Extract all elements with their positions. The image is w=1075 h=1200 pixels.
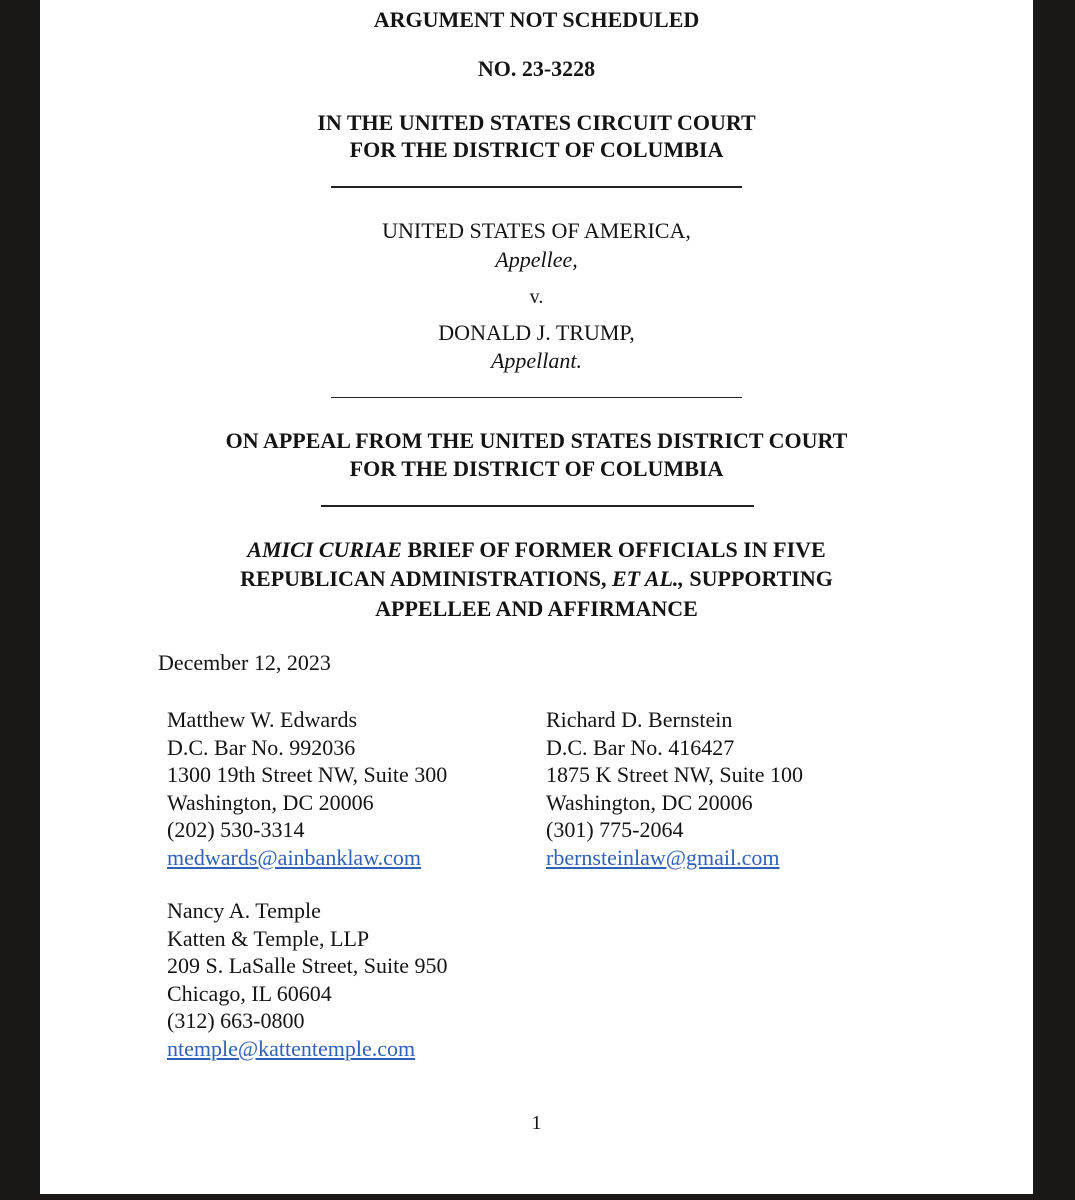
counsel-block-bernstein <box>546 706 803 871</box>
court-name-line2: FOR THE DISTRICT OF COLUMBIA <box>349 137 724 162</box>
brief-title-line3: APPELLEE AND AFFIRMANCE <box>375 596 698 621</box>
argument-status: ARGUMENT NOT SCHEDULED <box>373 7 700 32</box>
amici-curiae: AMICI CURIAE <box>247 537 402 562</box>
divider-rule <box>321 505 754 507</box>
court-name-line1: IN THE UNITED STATES CIRCUIT COURT <box>317 110 756 135</box>
appellant-name: DONALD J. TRUMP, <box>438 320 635 345</box>
filing-date: December 12, 2023 <box>158 650 331 675</box>
appellant-role: Appellant. <box>490 348 583 373</box>
divider-rule <box>331 186 742 188</box>
appellee-name: UNITED STATES OF AMERICA, <box>382 218 691 243</box>
appeal-line2: FOR THE DISTRICT OF COLUMBIA <box>349 456 724 481</box>
counsel-block-edwards <box>167 706 447 871</box>
counsel-phone: (202) 530-3314 <box>167 817 305 842</box>
appellee-role: Appellee, <box>495 247 578 272</box>
counsel-name: Richard D. Bernstein <box>546 707 733 732</box>
counsel-email-link[interactable]: rbernsteinlaw@gmail.com <box>546 844 780 870</box>
counsel-firm: Katten & Temple, LLP <box>167 925 370 951</box>
counsel-block-temple <box>167 897 447 1062</box>
case-number: NO. 23-3228 <box>477 56 596 81</box>
counsel-phone: (301) 775-2064 <box>546 817 684 842</box>
counsel-phone: (312) 663-0800 <box>167 1008 305 1033</box>
counsel-name: Nancy A. Temple <box>167 898 321 923</box>
counsel-street: 1300 19th Street NW, Suite 300 <box>167 762 448 787</box>
brief-title-line1: AMICI CURIAE BRIEF OF FORMER OFFICIALS IN FIVE <box>247 537 826 562</box>
counsel-street: 209 S. LaSalle Street, Suite 950 <box>167 953 448 978</box>
counsel-bar-number: D.C. Bar No. 992036 <box>167 734 356 760</box>
brief-title-line2: REPUBLICAN ADMINISTRATIONS, ET AL., SUPPORTING <box>240 566 833 591</box>
versus: v. <box>529 286 544 308</box>
counsel-city: Washington, DC 20006 <box>546 789 753 815</box>
appeal-line1: ON APPEAL FROM THE UNITED STATES DISTRICT COURT <box>225 428 848 453</box>
document-page <box>40 0 1033 1194</box>
counsel-bar-number: D.C. Bar No. 416427 <box>546 734 735 760</box>
counsel-city: Chicago, IL 60604 <box>167 980 332 1006</box>
page-number: 1 <box>531 1112 542 1134</box>
et-al: ET AL., <box>611 566 684 591</box>
counsel-email-link[interactable]: ntemple@kattentemple.com <box>167 1035 416 1061</box>
counsel-email-link[interactable]: medwards@ainbanklaw.com <box>167 844 422 870</box>
counsel-name: Matthew W. Edwards <box>167 707 358 732</box>
counsel-street: 1875 K Street NW, Suite 100 <box>546 762 804 787</box>
counsel-city: Washington, DC 20006 <box>167 789 374 815</box>
divider-rule <box>331 397 742 398</box>
